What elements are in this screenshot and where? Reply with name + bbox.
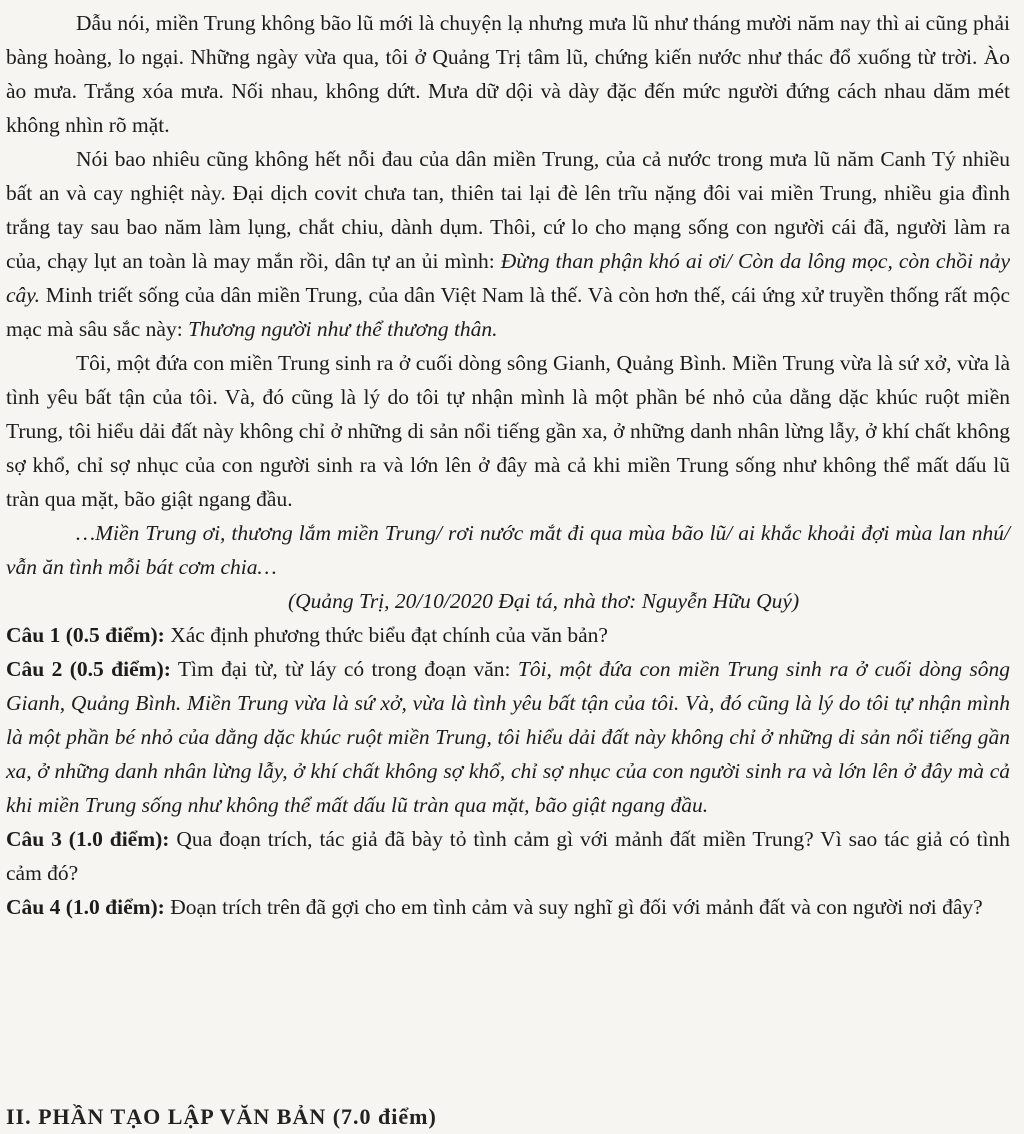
- paragraph-2-text-start: Nói bao nhiêu cũng không hết nỗi đau của dân miền Trung, của cả nước trong mưa lũ năm Canh Tý nhiều bất an và cay nghiệt này. Đại dịch covit chưa tan, thiên tai lại đè lên trĩu nặng đôi vai miền Trung, nhiều gia đình trắng tay sau bao năm làm lụng, chắt chiu, dành dụm. Thôi, cứ lo cho mạng sống con người cái đã, người làm ra của, chạy lụt an toàn là may mắn rồi, dân tự an ủi mình:: [6, 147, 1010, 273]
- poem-excerpt: [6, 516, 1010, 584]
- question-4-label: Câu 4 (1.0 điểm):: [6, 895, 165, 919]
- paragraph-3-text: Tôi, một đứa con miền Trung sinh ra ở cuối dòng sông Gianh, Quảng Bình. Miền Trung vừa là sứ xở, vừa là tình yêu bất tận của tôi. Và, đó cũng là lý do tôi tự nhận mình là một phần bé nhỏ của dằng dặc khúc ruột miền Trung, tôi hiểu dải đất này không chỉ ở những di sản nổi tiếng gần xa, ở những danh nhân lừng lẫy, ở khí chất không sợ khổ, chỉ sợ nhục của con người sinh ra và lớn lên ở đây mà cả khi miền Trung sống như không thể mất dấu lũ tràn qua mặt, bão giật ngang đầu.: [6, 351, 1010, 511]
- source-citation: [6, 584, 1010, 618]
- question-3: [6, 822, 1010, 890]
- question-2-quoted-passage: Tôi, một đứa con miền Trung sinh ra ở cuối dòng sông Gianh, Quảng Bình. Miền Trung vừa là sứ xở, vừa là tình yêu bất tận của tôi. Và, đó cũng là lý do tôi tự nhận mình là một phần bé nhỏ của dằng dặc khúc ruột miền Trung, tôi hiểu dải đất này không chỉ ở những di sản nổi tiếng gần xa, ở những danh nhân lừng lẫy, ở khí chất không sợ khổ, chỉ sợ nhục của con người sinh ra và lớn lên ở đây mà cả khi miền Trung sống như không thể mất dấu lũ tràn qua mặt, bão giật ngang đầu.: [6, 657, 1010, 817]
- question-1-text: Xác định phương thức biểu đạt chính của văn bản?: [164, 623, 608, 647]
- paragraph-1: [6, 6, 1010, 142]
- question-2-text: Tìm đại từ, từ láy có trong đoạn văn:: [170, 657, 518, 681]
- question-4: [6, 890, 1010, 924]
- question-1-label: Câu 1 (0.5 điểm):: [6, 623, 165, 647]
- question-2-label: Câu 2 (0.5 điểm):: [6, 657, 171, 681]
- paragraph-2-text-mid: Minh triết sống của dân miền Trung, của dân Việt Nam là thế. Và còn hơn thế, cái ứng xử truyền thống rất mộc mạc mà sâu sắc này:: [6, 283, 1010, 341]
- poem-text: …Miền Trung ơi, thương lắm miền Trung/ rơi nước mắt đi qua mùa bão lũ/ ai khắc khoải đợi mùa lan nhú/ vẫn ăn tình mỗi bát cơm chia…: [6, 521, 1010, 579]
- question-3-label: Câu 3 (1.0 điểm):: [6, 827, 170, 851]
- source-text: (Quảng Trị, 20/10/2020 Đại tá, nhà thơ: Nguyễn Hữu Quý): [288, 589, 800, 613]
- question-1: [6, 618, 1010, 652]
- paragraph-1-text: Dẫu nói, miền Trung không bão lũ mới là chuyện lạ nhưng mưa lũ như tháng mười năm nay thì ai cũng phải bàng hoàng, lo ngại. Những ngày vừa qua, tôi ở Quảng Trị tâm lũ, chứng kiến nước như thác đổ xuống từ trời. Ào ào mưa. Trắng xóa mưa. Nối nhau, không dứt. Mưa dữ dội và dày đặc đến mức người đứng cách nhau dăm mét không nhìn rõ mặt.: [6, 11, 1010, 137]
- paragraph-2-folk-verse: Đừng than phận khó ai ơi/ Còn da lông mọc, còn chồi nảy cây.: [6, 249, 1010, 307]
- question-2: [6, 652, 1010, 822]
- paragraph-3: [6, 346, 1010, 516]
- paragraph-2-proverb: Thương người như thể thương thân.: [188, 317, 498, 341]
- question-4-text: Đoạn trích trên đã gợi cho em tình cảm và suy nghĩ gì đối với mảnh đất và con người nơi đây?: [164, 895, 983, 919]
- question-3-text: Qua đoạn trích, tác giả đã bày tỏ tình cảm gì với mảnh đất miền Trung? Vì sao tác giả có tình cảm đó?: [6, 827, 1010, 885]
- next-section-heading: II. PHẦN TẠO LẬP VĂN BẢN (7.0 điểm): [6, 1104, 437, 1129]
- paragraph-2: [6, 142, 1010, 346]
